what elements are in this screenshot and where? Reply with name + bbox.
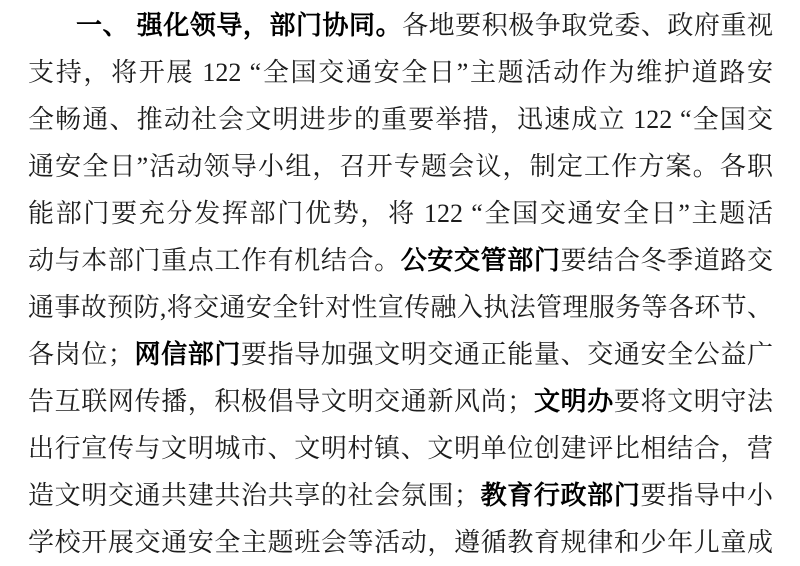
document-page [28,2,773,566]
body-text: 告互联网传播，积极倡导文明交通新风尚； [28,387,534,416]
text-line-10 [28,425,773,472]
body-text: 支持，将开展 122 “全国交通安全日”主题活动作为维护道路安 [28,58,773,87]
body-text: 能部门要充分发挥部门优势，将 122 “全国交通安全日”主题活 [28,199,773,228]
text-line-8 [28,331,773,378]
body-text: 出行宣传与文明城市、文明村镇、文明单位创建评比相结合，营 [28,434,773,463]
text-line-3 [28,96,773,143]
text-line-12 [28,519,773,566]
bold-term: 网信部门 [133,339,242,369]
body-text: 要指导中小 [640,481,773,510]
text-line-6 [28,237,773,284]
text-line-4 [28,143,773,190]
text-line-2 [28,49,773,96]
bold-term: 教育行政部门 [480,480,641,510]
text-line-1 [28,2,773,49]
body-text: 要指导加强文明交通正能量、交通安全公益广 [241,340,773,369]
body-text: 全畅通、推动社会文明进步的重要举措，迅速成立 122 “全国交 [28,105,773,134]
body-text: 动与本部门重点工作有机结合。 [28,246,401,275]
body-text: 造文明交通共建共治共享的社会氛围； [28,481,481,510]
bold-term: 文明办 [533,386,614,416]
body-text: 通事故预防,将交通安全针对性宣传融入执法管理服务等各环节、 [28,293,773,322]
body-text: 通安全日”活动领导小组，召开专题会议，制定工作方案。各职 [28,152,773,181]
body-text: 各岗位； [28,340,134,369]
text-line-5 [28,190,773,237]
text-line-7 [28,284,773,331]
section-heading: 一、 强化领导，部门协同。 [76,10,403,40]
body-text: 学校开展交通安全主题班会等活动，遵循教育规律和少年儿童成 [28,528,773,557]
body-text: 要将文明守法 [613,387,773,416]
text-line-11 [28,472,773,519]
body-text: 各地要积极争取党委、政府重视 [402,11,773,40]
text-line-9 [28,378,773,425]
body-text: 要结合冬季道路交 [560,246,773,275]
bold-term: 公安交管部门 [400,245,561,275]
